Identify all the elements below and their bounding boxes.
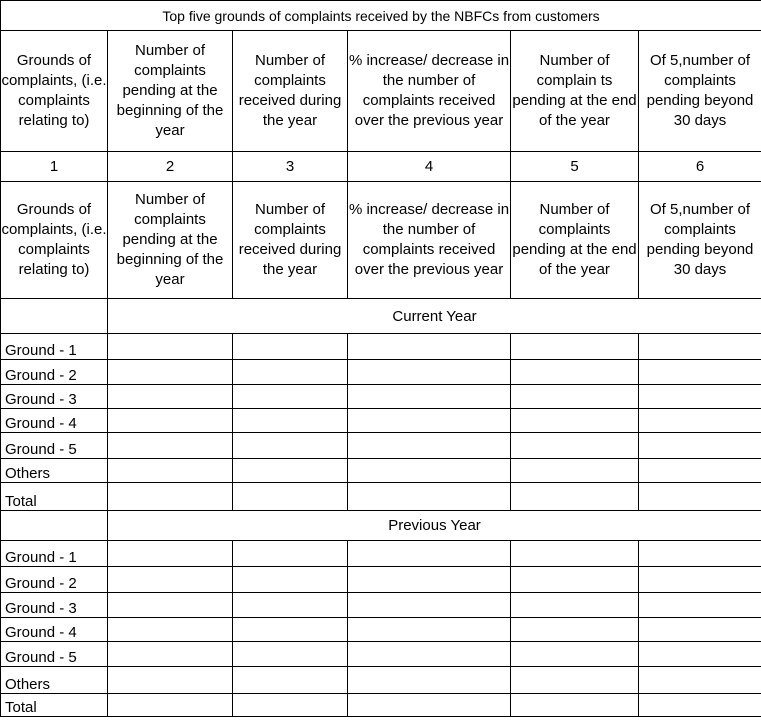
previous-year-label: Previous Year — [108, 511, 761, 541]
data-cell[interactable] — [511, 385, 639, 409]
table-row — [1, 385, 761, 409]
data-cell[interactable] — [639, 694, 761, 717]
header-pending-30-days: Of 5,number of complaints pending beyond 30 days — [639, 31, 761, 152]
row-label: Ground - 4 — [1, 618, 108, 642]
header-grounds: Grounds of complaints, (i.e. complaints relating to) — [1, 182, 108, 299]
data-cell[interactable] — [233, 409, 348, 433]
data-cell[interactable] — [348, 385, 511, 409]
table-row-total — [1, 483, 761, 511]
column-number: 4 — [348, 152, 511, 182]
header-pending-beginning: Number of complaints pending at the beginning of the year — [108, 182, 233, 299]
table-row-total — [1, 694, 761, 717]
data-cell[interactable] — [511, 567, 639, 593]
data-cell[interactable] — [639, 593, 761, 618]
header-pending-beginning: Number of complaints pending at the beginning of the year — [108, 31, 233, 152]
row-label: Others — [1, 459, 108, 483]
data-cell[interactable] — [511, 618, 639, 642]
data-cell[interactable] — [233, 642, 348, 667]
column-number: 6 — [639, 152, 761, 182]
table-row — [1, 360, 761, 385]
table-title: Top five grounds of complaints received by the NBFCs from customers — [1, 1, 761, 31]
table-row — [1, 667, 761, 694]
data-cell[interactable] — [233, 567, 348, 593]
column-number: 1 — [1, 152, 108, 182]
row-label-total: Total — [1, 483, 108, 511]
header-row — [1, 31, 761, 152]
data-cell[interactable] — [108, 541, 233, 567]
row-label: Ground - 5 — [1, 642, 108, 667]
data-cell[interactable] — [639, 409, 761, 433]
data-cell[interactable] — [108, 694, 233, 717]
header-row-repeat — [1, 182, 761, 299]
data-cell[interactable] — [233, 433, 348, 459]
data-cell[interactable] — [108, 385, 233, 409]
row-label: Ground - 2 — [1, 567, 108, 593]
header-pending-30-days: Of 5,number of complaints pending beyond 30 days — [639, 182, 761, 299]
column-number: 5 — [511, 152, 639, 182]
data-cell[interactable] — [233, 541, 348, 567]
table-row — [1, 433, 761, 459]
data-cell[interactable] — [108, 409, 233, 433]
header-grounds: Grounds of complaints, (i.e. complaints relating to) — [1, 31, 108, 152]
column-number: 3 — [233, 152, 348, 182]
data-cell[interactable] — [348, 360, 511, 385]
data-cell[interactable] — [639, 385, 761, 409]
previous-year-section — [1, 511, 761, 541]
data-cell[interactable] — [511, 642, 639, 667]
data-cell[interactable] — [108, 483, 233, 511]
data-cell[interactable] — [639, 360, 761, 385]
data-cell[interactable] — [108, 593, 233, 618]
data-cell[interactable] — [108, 642, 233, 667]
data-cell[interactable] — [511, 433, 639, 459]
data-cell[interactable] — [108, 334, 233, 360]
data-cell[interactable] — [511, 694, 639, 717]
data-cell[interactable] — [511, 459, 639, 483]
table-row — [1, 593, 761, 618]
data-cell[interactable] — [233, 667, 348, 694]
data-cell[interactable] — [233, 618, 348, 642]
data-cell[interactable] — [639, 618, 761, 642]
table-row — [1, 618, 761, 642]
row-label: Ground - 5 — [1, 433, 108, 459]
table-row — [1, 541, 761, 567]
data-cell[interactable] — [108, 667, 233, 694]
empty-cell — [1, 299, 108, 334]
data-cell[interactable] — [511, 483, 639, 511]
header-percent-change: % increase/ decrease in the number of complaints received over the previous year — [348, 31, 511, 152]
current-year-section — [1, 299, 761, 334]
data-cell[interactable] — [348, 409, 511, 433]
data-cell[interactable] — [348, 459, 511, 483]
data-cell[interactable] — [108, 618, 233, 642]
header-percent-change: % increase/ decrease in the number of complaints received over the previous year — [348, 182, 511, 299]
header-received: Number of complaints received during the year — [233, 182, 348, 299]
data-cell[interactable] — [233, 385, 348, 409]
table-row — [1, 567, 761, 593]
data-cell[interactable] — [233, 694, 348, 717]
data-cell[interactable] — [639, 334, 761, 360]
table-row — [1, 334, 761, 360]
data-cell[interactable] — [348, 618, 511, 642]
data-cell[interactable] — [108, 567, 233, 593]
data-cell[interactable] — [108, 459, 233, 483]
data-cell[interactable] — [348, 483, 511, 511]
data-cell[interactable] — [511, 360, 639, 385]
row-label: Ground - 2 — [1, 360, 108, 385]
header-pending-end: Number of complaints pending at the end of the year — [511, 182, 639, 299]
data-cell[interactable] — [511, 409, 639, 433]
data-cell[interactable] — [233, 459, 348, 483]
data-cell[interactable] — [639, 642, 761, 667]
data-cell[interactable] — [348, 334, 511, 360]
table-row — [1, 642, 761, 667]
row-label: Ground - 3 — [1, 385, 108, 409]
row-label: Ground - 3 — [1, 593, 108, 618]
empty-cell — [1, 511, 108, 541]
data-cell[interactable] — [639, 459, 761, 483]
data-cell[interactable] — [639, 483, 761, 511]
data-cell[interactable] — [639, 541, 761, 567]
row-label: Ground - 1 — [1, 334, 108, 360]
column-number-row — [1, 152, 761, 182]
row-label-total: Total — [1, 694, 108, 717]
data-cell[interactable] — [639, 667, 761, 694]
data-cell[interactable] — [348, 642, 511, 667]
data-cell[interactable] — [639, 433, 761, 459]
row-label: Ground - 1 — [1, 541, 108, 567]
table-row — [1, 409, 761, 433]
column-number: 2 — [108, 152, 233, 182]
data-cell[interactable] — [348, 433, 511, 459]
data-cell[interactable] — [348, 667, 511, 694]
data-cell[interactable] — [511, 541, 639, 567]
data-cell[interactable] — [233, 483, 348, 511]
data-cell[interactable] — [233, 593, 348, 618]
header-received: Number of complaints received during the year — [233, 31, 348, 152]
data-cell[interactable] — [348, 541, 511, 567]
data-cell[interactable] — [639, 567, 761, 593]
data-cell[interactable] — [233, 360, 348, 385]
row-label: Others — [1, 667, 108, 694]
data-cell[interactable] — [108, 360, 233, 385]
row-label: Ground - 4 — [1, 409, 108, 433]
data-cell[interactable] — [108, 433, 233, 459]
data-cell[interactable] — [511, 667, 639, 694]
data-cell[interactable] — [511, 593, 639, 618]
table-row — [1, 459, 761, 483]
data-cell[interactable] — [348, 694, 511, 717]
data-cell[interactable] — [233, 334, 348, 360]
data-cell[interactable] — [348, 593, 511, 618]
header-pending-end: Number of complain ts pending at the end of the year — [511, 31, 639, 152]
current-year-label: Current Year — [108, 299, 761, 334]
data-cell[interactable] — [511, 334, 639, 360]
data-cell[interactable] — [348, 567, 511, 593]
